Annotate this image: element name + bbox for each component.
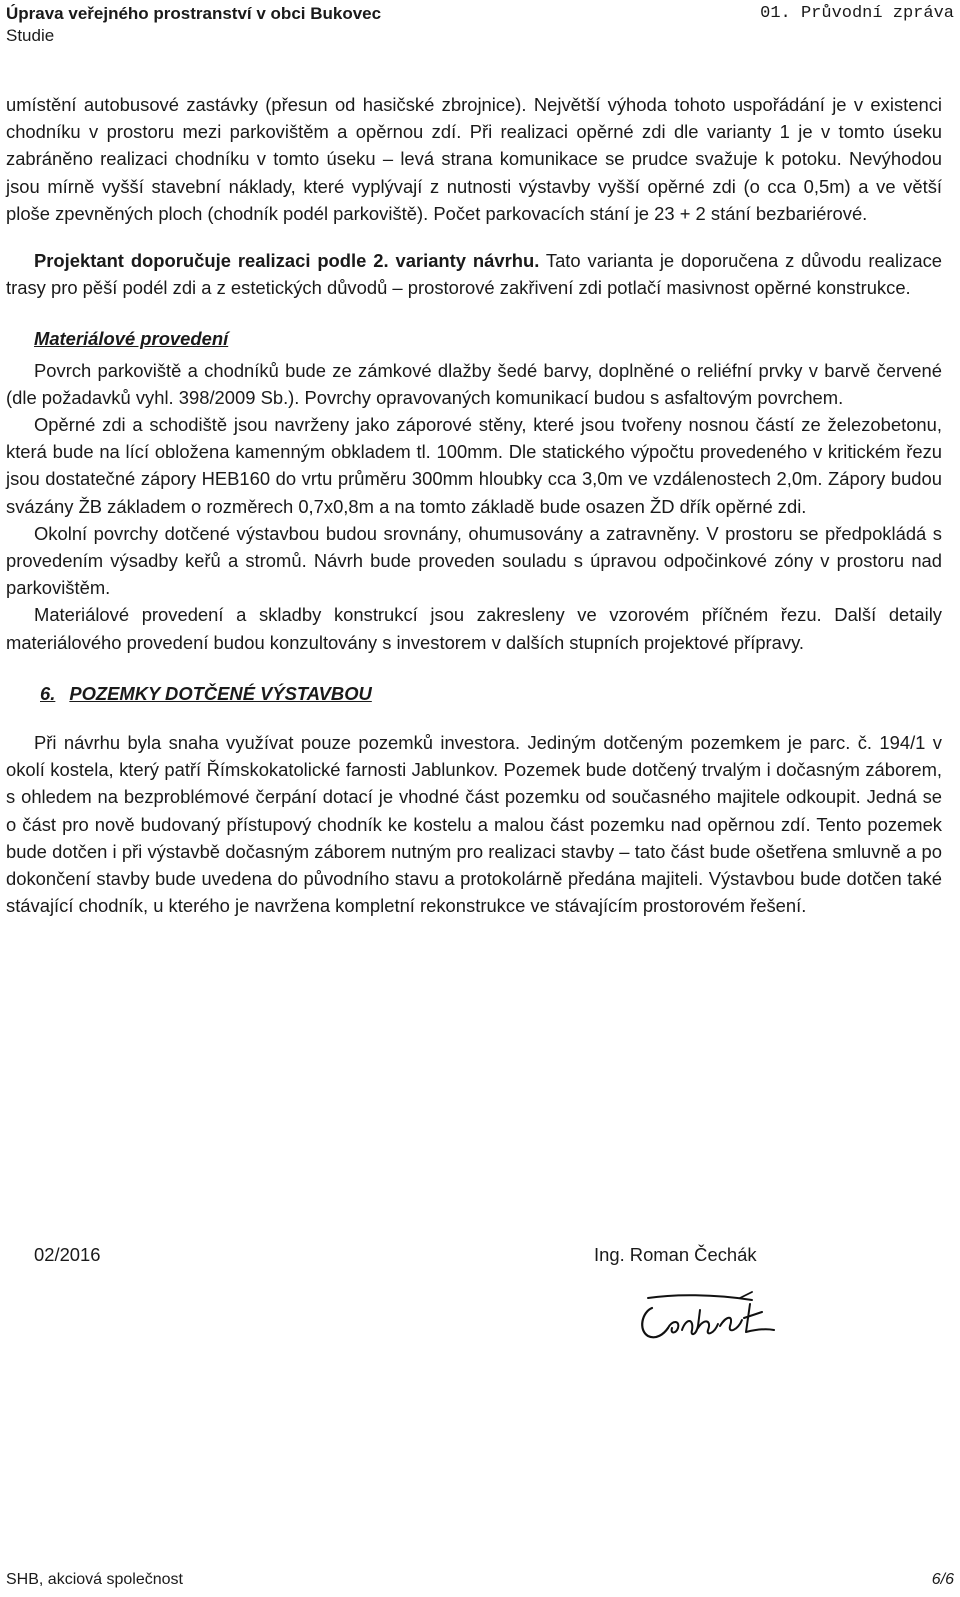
document-body xyxy=(6,91,942,919)
paragraph-materials-surface: Povrch parkoviště a chodníků bude ze zámkové dlažby šedé barvy, doplněné o reliéfní prvky v barvě červené (dle požadavků vyhl. 398/2009 Sb.). Povrchy opravovaných komunikací budou s asfaltovým povrchem. xyxy=(6,359,942,408)
paragraph-land-plots: Při návrhu byla snaha využívat pouze pozemků investora. Jediným dotčeným pozemkem je parc. č. 194/1 v okolí kostela, který patří Římskokatolické farnosti Jablunkov. Pozemek bude dotčený trvalým i dočasným záborem, s ohledem na bezproblémové čerpání dotací je vhodné část pozemku od současného majitele odkoupit. Jedná se o část pro nově budovaný přístupový chodník ke kostelu a malou část pozemku nad opěrnou zdí. Tento pozemek bude dotčen i při výstavbě dočasným záborem nutným pro realizaci stavby – tato část bude ošetřena smluvně a po dokončení stavby bude uvedena do původního stavu a protokolárně předána majiteli. Výstavbou bude dotčen také stávající chodník, u kterého je navržena kompletní rekonstrukce ve stávajícím prostorovém řešení. xyxy=(6,732,942,917)
handwritten-signature xyxy=(634,1290,784,1350)
section-reference: 01. Průvodní zpráva xyxy=(760,4,954,23)
recommendation-rest: Tato varianta je doporučena z důvodu realizace trasy pro pěší podél zdi a z estetických důvodů – prostorové zakřivení zdi potlačí masivnost opěrné konstrukce. xyxy=(6,250,942,299)
signature-name: Ing. Roman Čechák xyxy=(594,1244,757,1265)
paragraph-recommendation xyxy=(6,247,942,301)
signature-date: 02/2016 xyxy=(34,1244,101,1265)
document-title: Úprava veřejného prostranství v obci Bukovec xyxy=(6,4,382,23)
footer-company: SHB, akciová společnost xyxy=(6,1571,183,1588)
document-subtitle: Studie xyxy=(6,26,55,45)
section-6-title: POZEMKY DOTČENÉ VÝSTAVBOU xyxy=(69,682,372,704)
signature-block xyxy=(0,1244,960,1364)
page-number: 6/6 xyxy=(931,1571,954,1588)
page-footer xyxy=(0,1568,960,1592)
paragraph-materials-landscaping: Okolní povrchy dotčené výstavbou budou srovnány, ohumusovány a zatravněny. V prostoru se předpokládá s provedením výsadby keřů a stromů. Návrh bude proveden souladu s úpravou odpočinkové zóny v prostoru nad parkovištěm. xyxy=(6,522,942,599)
page-header xyxy=(0,0,960,52)
section-6-heading xyxy=(6,680,942,707)
section-6-number: 6. xyxy=(40,682,56,704)
materials-heading: Materiálové provedení xyxy=(34,328,229,350)
paragraph-materials-details: Materiálové provedení a skladby konstrukcí jsou zakresleny ve vzorovém příčném řezu. Další detaily materiálového provedení budou konzultovány s investorem v dalších stupních projektové přípravy. xyxy=(6,604,942,653)
recommendation-bold: Projektant doporučuje realizaci podle 2. varianty návrhu. xyxy=(34,250,540,272)
paragraph-variant-advantages: umístění autobusové zastávky (přesun od hasičské zbrojnice). Největší výhoda tohoto uspořádání je v existenci chodníku v prostoru mezi parkovištěm a opěrnou zdí. Při realizaci opěrné zdi dle varianty 1 je v tomto úseku zabráněno realizaci chodníku v tomto úseku – levá strana komunikace se prudce svažuje k potoku. Nevýhodou jsou mírně vyšší stavební náklady, které vyplývají z nutnosti výstavby vyšší opěrné zdi (o cca 0,5m) a ve větší ploše zpevněných ploch (chodník podél parkoviště). Počet parkovacích stání je 23 + 2 stání bezbariérové. xyxy=(6,94,942,224)
paragraph-materials-walls: Opěrné zdi a schodiště jsou navrženy jako záporové stěny, které jsou tvořeny nosnou částí ze železobetonu, která bude na lící obložena kamenným obkladem tl. 100mm. Dle statického výpočtu provedeného v kritickém řezu jsou dostatečné zápory HEB160 do vrtu průměru 300mm hloubky cca 3,0m ve vzdálenostech 2,0m. Zápory budou svázány ŽB základem o rozměrech 0,7x0,8m a na tomto základě bude osazen ŽD dřík opěrné zdi. xyxy=(6,414,942,517)
